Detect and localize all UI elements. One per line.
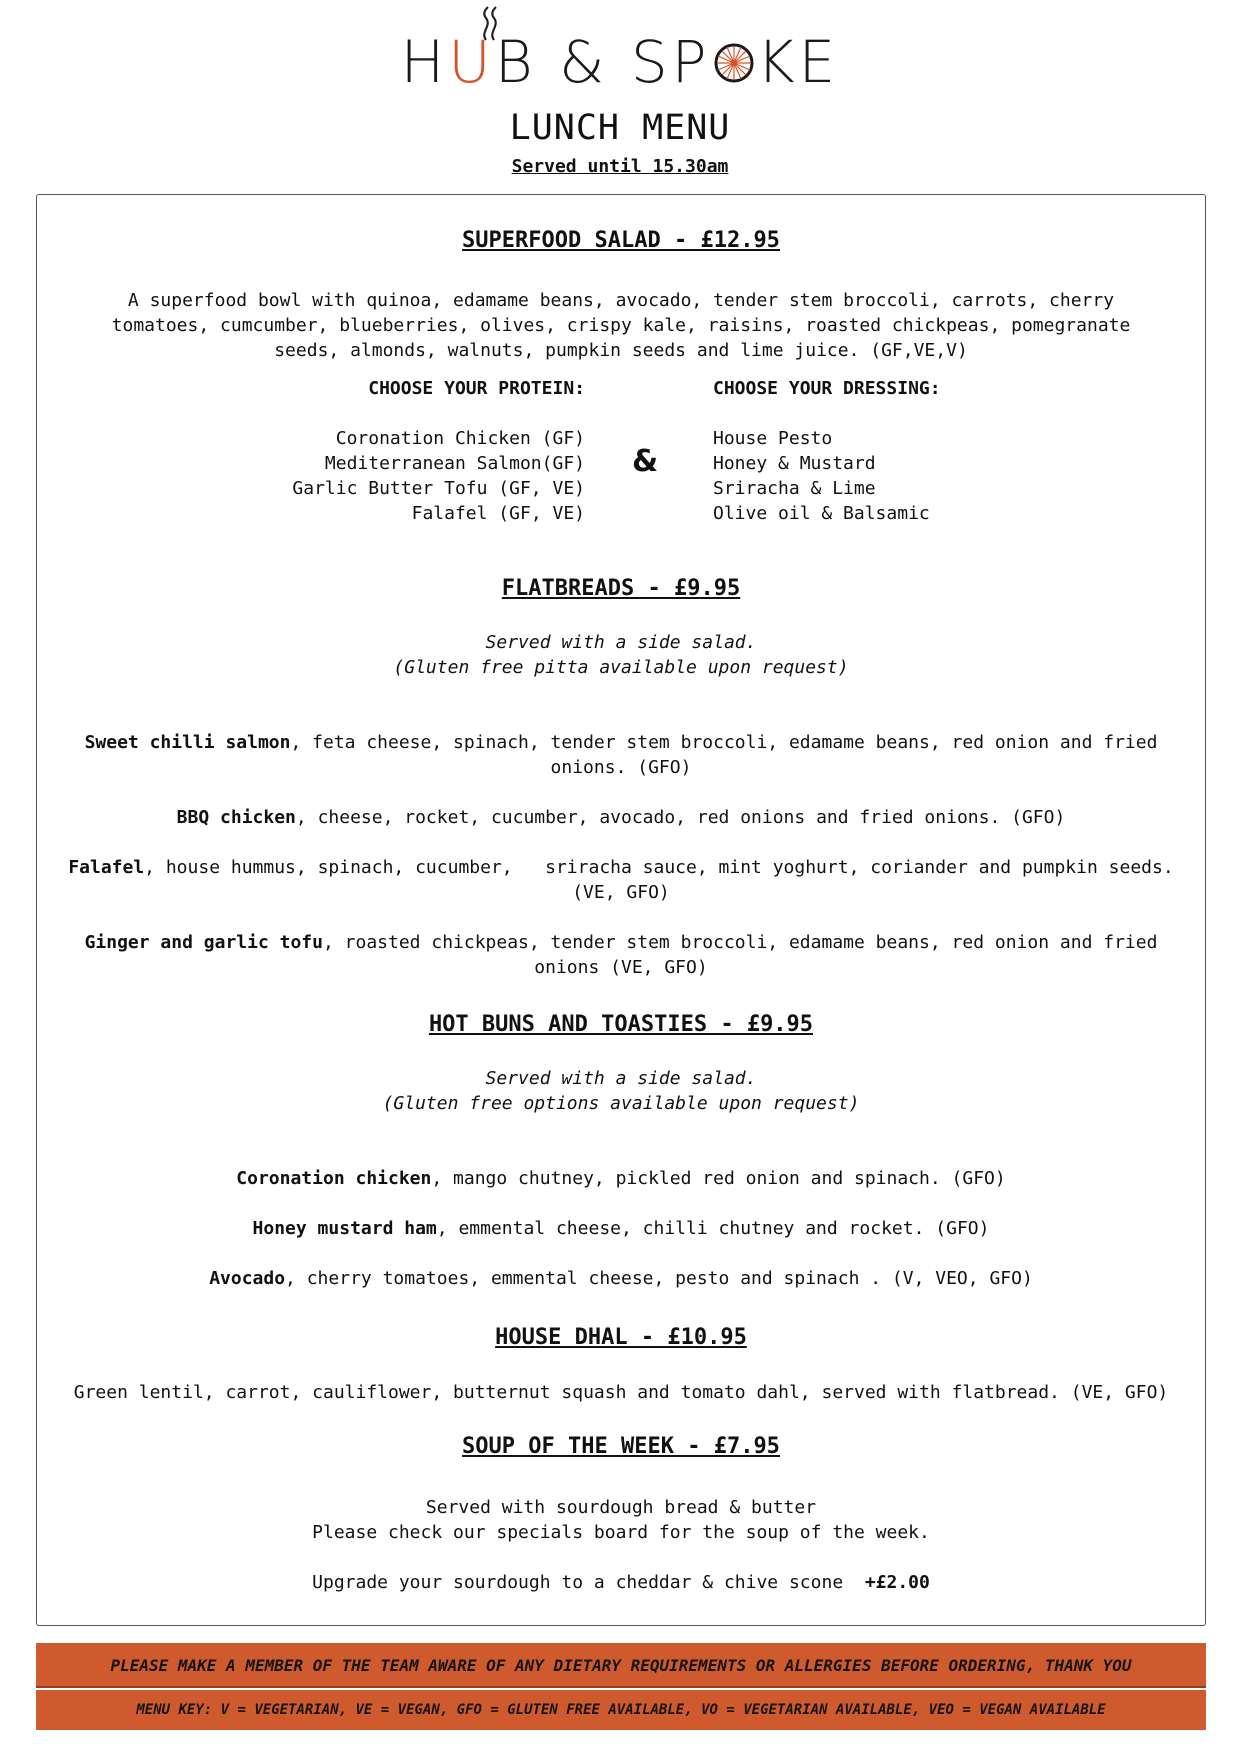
upgrade-price: +£2.00 (864, 1572, 930, 1593)
flatbread-item (56, 730, 1186, 780)
soup-line: Please check our specials board for the soup of the week. (312, 1522, 930, 1543)
soup-upgrade (36, 1570, 1206, 1595)
page-subtitle: Served until 15.30am (511, 156, 729, 177)
item-name: Falafel (68, 857, 145, 878)
logo (0, 28, 1240, 96)
protein-item: Falafel (GF, VE) (411, 503, 585, 524)
item-name: Avocado (209, 1268, 286, 1289)
logo-text-mid: B & SP (494, 28, 711, 96)
flatbreads-note: (Gluten free pitta available upon request) (393, 657, 849, 678)
flatbreads-note: Served with a side salad. (485, 632, 757, 653)
salad-description: A superfood bowl with quinoa, edamame beans, avocado, tender stem broccoli, carrots, cherry tomatoes, cumcumber, blueberries, olives, crispy kale, raisins, roasted chickpeas, pomegranate seeds, almonds, walnuts, pumpkin seeds and lime juice. (GF,VE,V) (111, 290, 1131, 361)
ampersand: & (632, 444, 659, 479)
steam-icon (478, 6, 502, 42)
dressing-item: House Pesto (713, 428, 833, 449)
item-name: Honey mustard ham (252, 1218, 437, 1239)
soup-line: Served with sourdough bread & butter (425, 1497, 817, 1518)
protein-item: Garlic Butter Tofu (GF, VE) (292, 478, 585, 499)
bun-item (36, 1166, 1206, 1191)
item-name: Ginger and garlic tofu (84, 932, 323, 953)
page-title: LUNCH MENU (509, 108, 731, 148)
bicycle-wheel-icon (713, 42, 755, 84)
dressing-heading: CHOOSE YOUR DRESSING: (713, 378, 941, 399)
menu-key-banner: MENU KEY: V = VEGETARIAN, VE = VEGAN, GFO = GLUTEN FREE AVAILABLE, VO = VEGETARIAN AVAILABLE, VEO = VEGAN AVAILABLE (36, 1690, 1206, 1730)
flatbread-item (56, 930, 1186, 980)
logo-text-end: KE (756, 28, 840, 96)
item-name: Coronation chicken (236, 1168, 432, 1189)
protein-item: Mediterranean Salmon(GF) (324, 453, 585, 474)
protein-heading: CHOOSE YOUR PROTEIN: (368, 378, 585, 399)
buns-heading: HOT BUNS AND TOASTIES - £9.95 (428, 1012, 814, 1037)
item-desc: , house hummus, spinach, cucumber, sriracha sauce, mint yoghurt, coriander and pumpkin seeds. (VE, GFO) (144, 857, 1185, 903)
dressing-column (713, 376, 1053, 526)
dressing-item: Sriracha & Lime (713, 478, 876, 499)
buns-note: (Gluten free options available upon request) (382, 1093, 860, 1114)
soup-heading: SOUP OF THE WEEK - £7.95 (462, 1434, 780, 1459)
item-desc: , mango chutney, pickled red onion and spinach. (GFO) (431, 1168, 1006, 1189)
bun-item (36, 1216, 1206, 1241)
logo-text-h: H (400, 28, 449, 96)
item-desc: , roasted chickpeas, tender stem broccoli, edamame beans, red onion and fried onions (VE, GFO) (322, 932, 1158, 978)
item-desc: , cheese, rocket, cucumber, avocado, red onions and fried onions. (GFO) (295, 807, 1066, 828)
allergy-banner: PLEASE MAKE A MEMBER OF THE TEAM AWARE OF ANY DIETARY REQUIREMENTS OR ALLERGIES BEFORE ORDERING, THANK YOU (36, 1643, 1206, 1688)
dressing-item: Honey & Mustard (713, 453, 876, 474)
dhal-heading: HOUSE DHAL - £10.95 (495, 1325, 747, 1350)
flatbreads-heading: FLATBREADS - £9.95 (501, 576, 741, 601)
item-desc: , emmental cheese, chilli chutney and rocket. (GFO) (436, 1218, 990, 1239)
bun-item (36, 1266, 1206, 1291)
dhal-description: Green lentil, carrot, cauliflower, butternut squash and tomato dahl, served with flatbread. (VE, GFO) (73, 1382, 1169, 1403)
buns-note: Served with a side salad. (485, 1068, 757, 1089)
dressing-item: Olive oil & Balsamic (713, 503, 930, 524)
flatbread-item (36, 805, 1206, 830)
item-desc: , feta cheese, spinach, tender stem broccoli, edamame beans, red onion and fried onions. (GFO) (290, 732, 1158, 778)
item-name: BBQ chicken (176, 807, 296, 828)
item-name: Sweet chilli salmon (84, 732, 291, 753)
logo-text-u: U (448, 28, 495, 96)
protein-column (260, 376, 585, 526)
salad-heading: SUPERFOOD SALAD - £12.95 (462, 228, 780, 253)
protein-item: Coronation Chicken (GF) (335, 428, 585, 449)
flatbread-item (56, 855, 1186, 905)
item-desc: , cherry tomatoes, emmental cheese, pesto and spinach . (V, VEO, GFO) (285, 1268, 1033, 1289)
upgrade-text: Upgrade your sourdough to a cheddar & chive scone (312, 1572, 865, 1593)
